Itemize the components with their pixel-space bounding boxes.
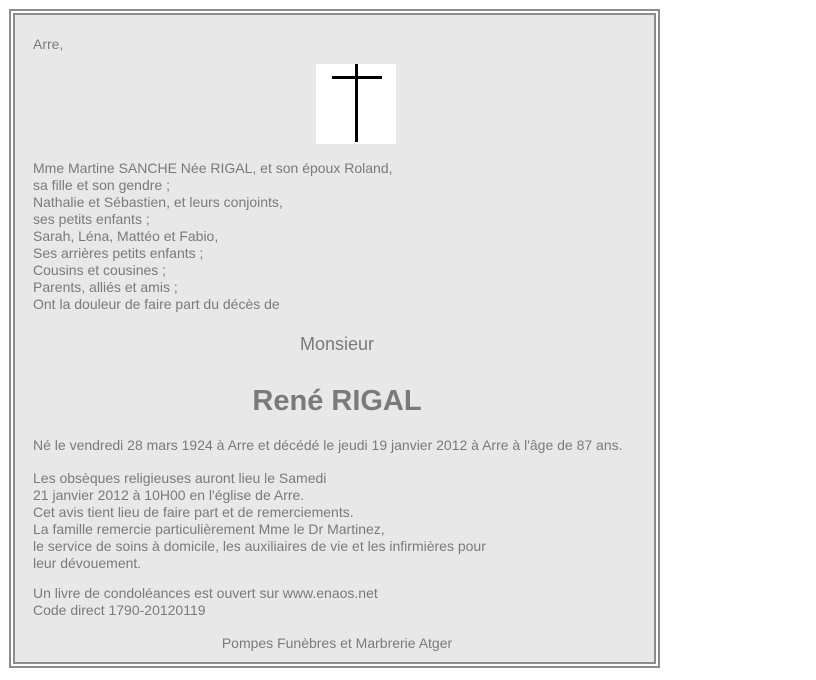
salutation: Monsieur [299,334,375,354]
condolence-line: Un livre de condoléances est ouvert sur www.enaos.net [33,585,378,601]
family-line: ses petits enfants ; [33,211,150,227]
family-line: Parents, alliés et amis ; [33,279,178,295]
family-line: Nathalie et Sébastien, et leurs conjoints, [33,194,283,210]
family-line: sa fille et son gendre ; [33,177,170,193]
family-line: Ses arrières petits enfants ; [33,245,204,261]
family-line: Ont la douleur de faire part du décès de [33,296,280,312]
family-line: Cousins et cousines ; [33,262,167,278]
funeral-line: La famille remercie particulièrement Mme le Dr Martinez, [33,521,385,537]
notice-panel [13,13,656,664]
family-line: Sarah, Léna, Mattéo et Fabio, [33,228,219,244]
funeral-line: le service de soins à domicile, les auxiliaires de vie et les infirmières pour [33,538,486,554]
family-list [33,160,393,313]
latin-cross-icon [316,64,396,144]
funeral-line: Les obsèques religieuses auront lieu le Samedi [33,470,327,486]
funeral-line: 21 janvier 2012 à 10H00 en l'église de Arre. [33,487,305,503]
funeral-details [33,470,486,572]
place-line: Arre, [33,36,64,52]
funeral-home-name: Pompes Funèbres et Marbrerie Atger [221,635,453,651]
family-line: Mme Martine SANCHE Née RIGAL, et son époux Roland, [33,160,393,176]
dates-line: Né le vendredi 28 mars 1924 à Arre et décédé le jeudi 19 janvier 2012 à Arre à l'âge de 87 ans. [33,437,623,453]
funeral-line: leur dévouement. [33,555,142,571]
funeral-line: Cet avis tient lieu de faire part et de remerciements. [33,504,354,520]
condolence-info [33,585,378,619]
deceased-name: René RIGAL [252,385,422,417]
notice-frame [9,9,660,668]
condolence-code: Code direct 1790-20120119 [33,602,206,618]
